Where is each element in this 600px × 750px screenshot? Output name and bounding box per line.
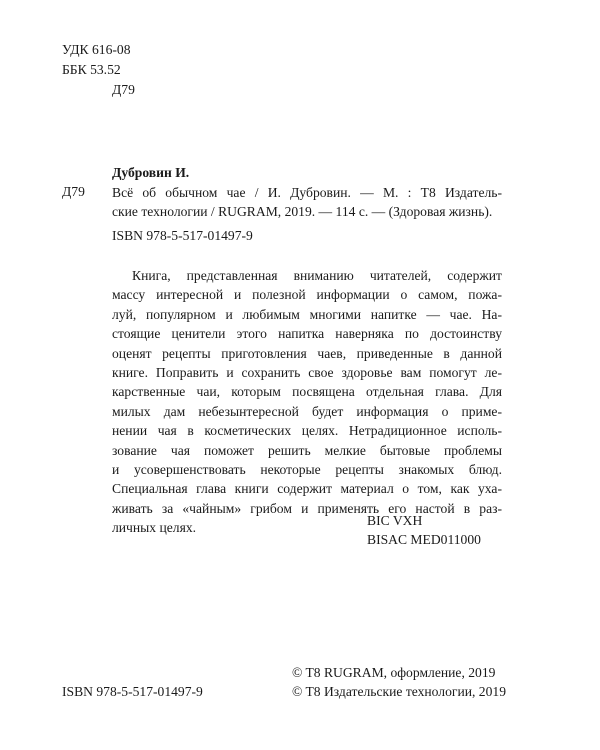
biblio-line: ские технологии / RUGRAM, 2019. — 114 с. — (Здоровая жизнь). (112, 204, 493, 219)
biblio-line: Всё об обычном чае / И. Дубровин. — М. : T8 Издатель- (112, 185, 502, 200)
annotation-line: Книга, представленная вниманию читателей, содержит (132, 268, 502, 283)
copyright-line: © T8 Издательские технологии, 2019 (292, 684, 506, 699)
annotation-line: карственные чаи, которым посвящена отдельная глава. Для (112, 384, 502, 400)
annotation-line: стоящие ценители этого напитка наверняка по достоинству (112, 326, 502, 342)
annotation-line: оценят рецепты приготовления чаев, приведенные в данной (112, 345, 502, 361)
footer-isbn: ISBN 978-5-517-01497-9 (62, 684, 203, 699)
isbn: ISBN 978-5-517-01497-9 (112, 228, 253, 243)
author-name: Дубровин И. (112, 165, 190, 180)
bbk-code: ББК 53.52 (62, 62, 121, 77)
annotation-line: милых дам небезынтересной будет информация о приме- (112, 403, 502, 419)
bic-code: BIC VXH (367, 513, 423, 528)
annotation-line: зование чая поможет решить мелкие бытовые проблемы (112, 442, 502, 458)
annotation-line: живать за «чайным» грибом и применять его настой в раз- (112, 500, 502, 516)
annotation-line: и усовершенствовать некоторые рецепты знакомых блюд. (112, 462, 502, 478)
author-mark-left: Д79 (62, 184, 85, 199)
copyright-line: © T8 RUGRAM, оформление, 2019 (292, 665, 496, 680)
udk-code: УДК 616-08 (62, 42, 131, 57)
annotation-line: массу интересной и полезной информации о самом, пожа- (112, 287, 502, 303)
author-mark-top: Д79 (112, 82, 135, 97)
annotation-paragraph (112, 266, 502, 538)
annotation-line: нении чая в косметических целях. Нетрадиционное исполь- (112, 423, 502, 439)
annotation-line: Специальная глава книги содержит материал о том, как уха- (112, 481, 502, 497)
annotation-line: личных целях. (112, 520, 197, 536)
annotation-line: книге. Поправить и сохранить свое здоровье вам помогут ле- (112, 365, 502, 381)
bibliographic-description (112, 183, 502, 221)
bisac-code: BISAC MED011000 (367, 532, 481, 547)
annotation-line: луй, популярном и любимым многими напитке — чае. На- (112, 306, 502, 322)
